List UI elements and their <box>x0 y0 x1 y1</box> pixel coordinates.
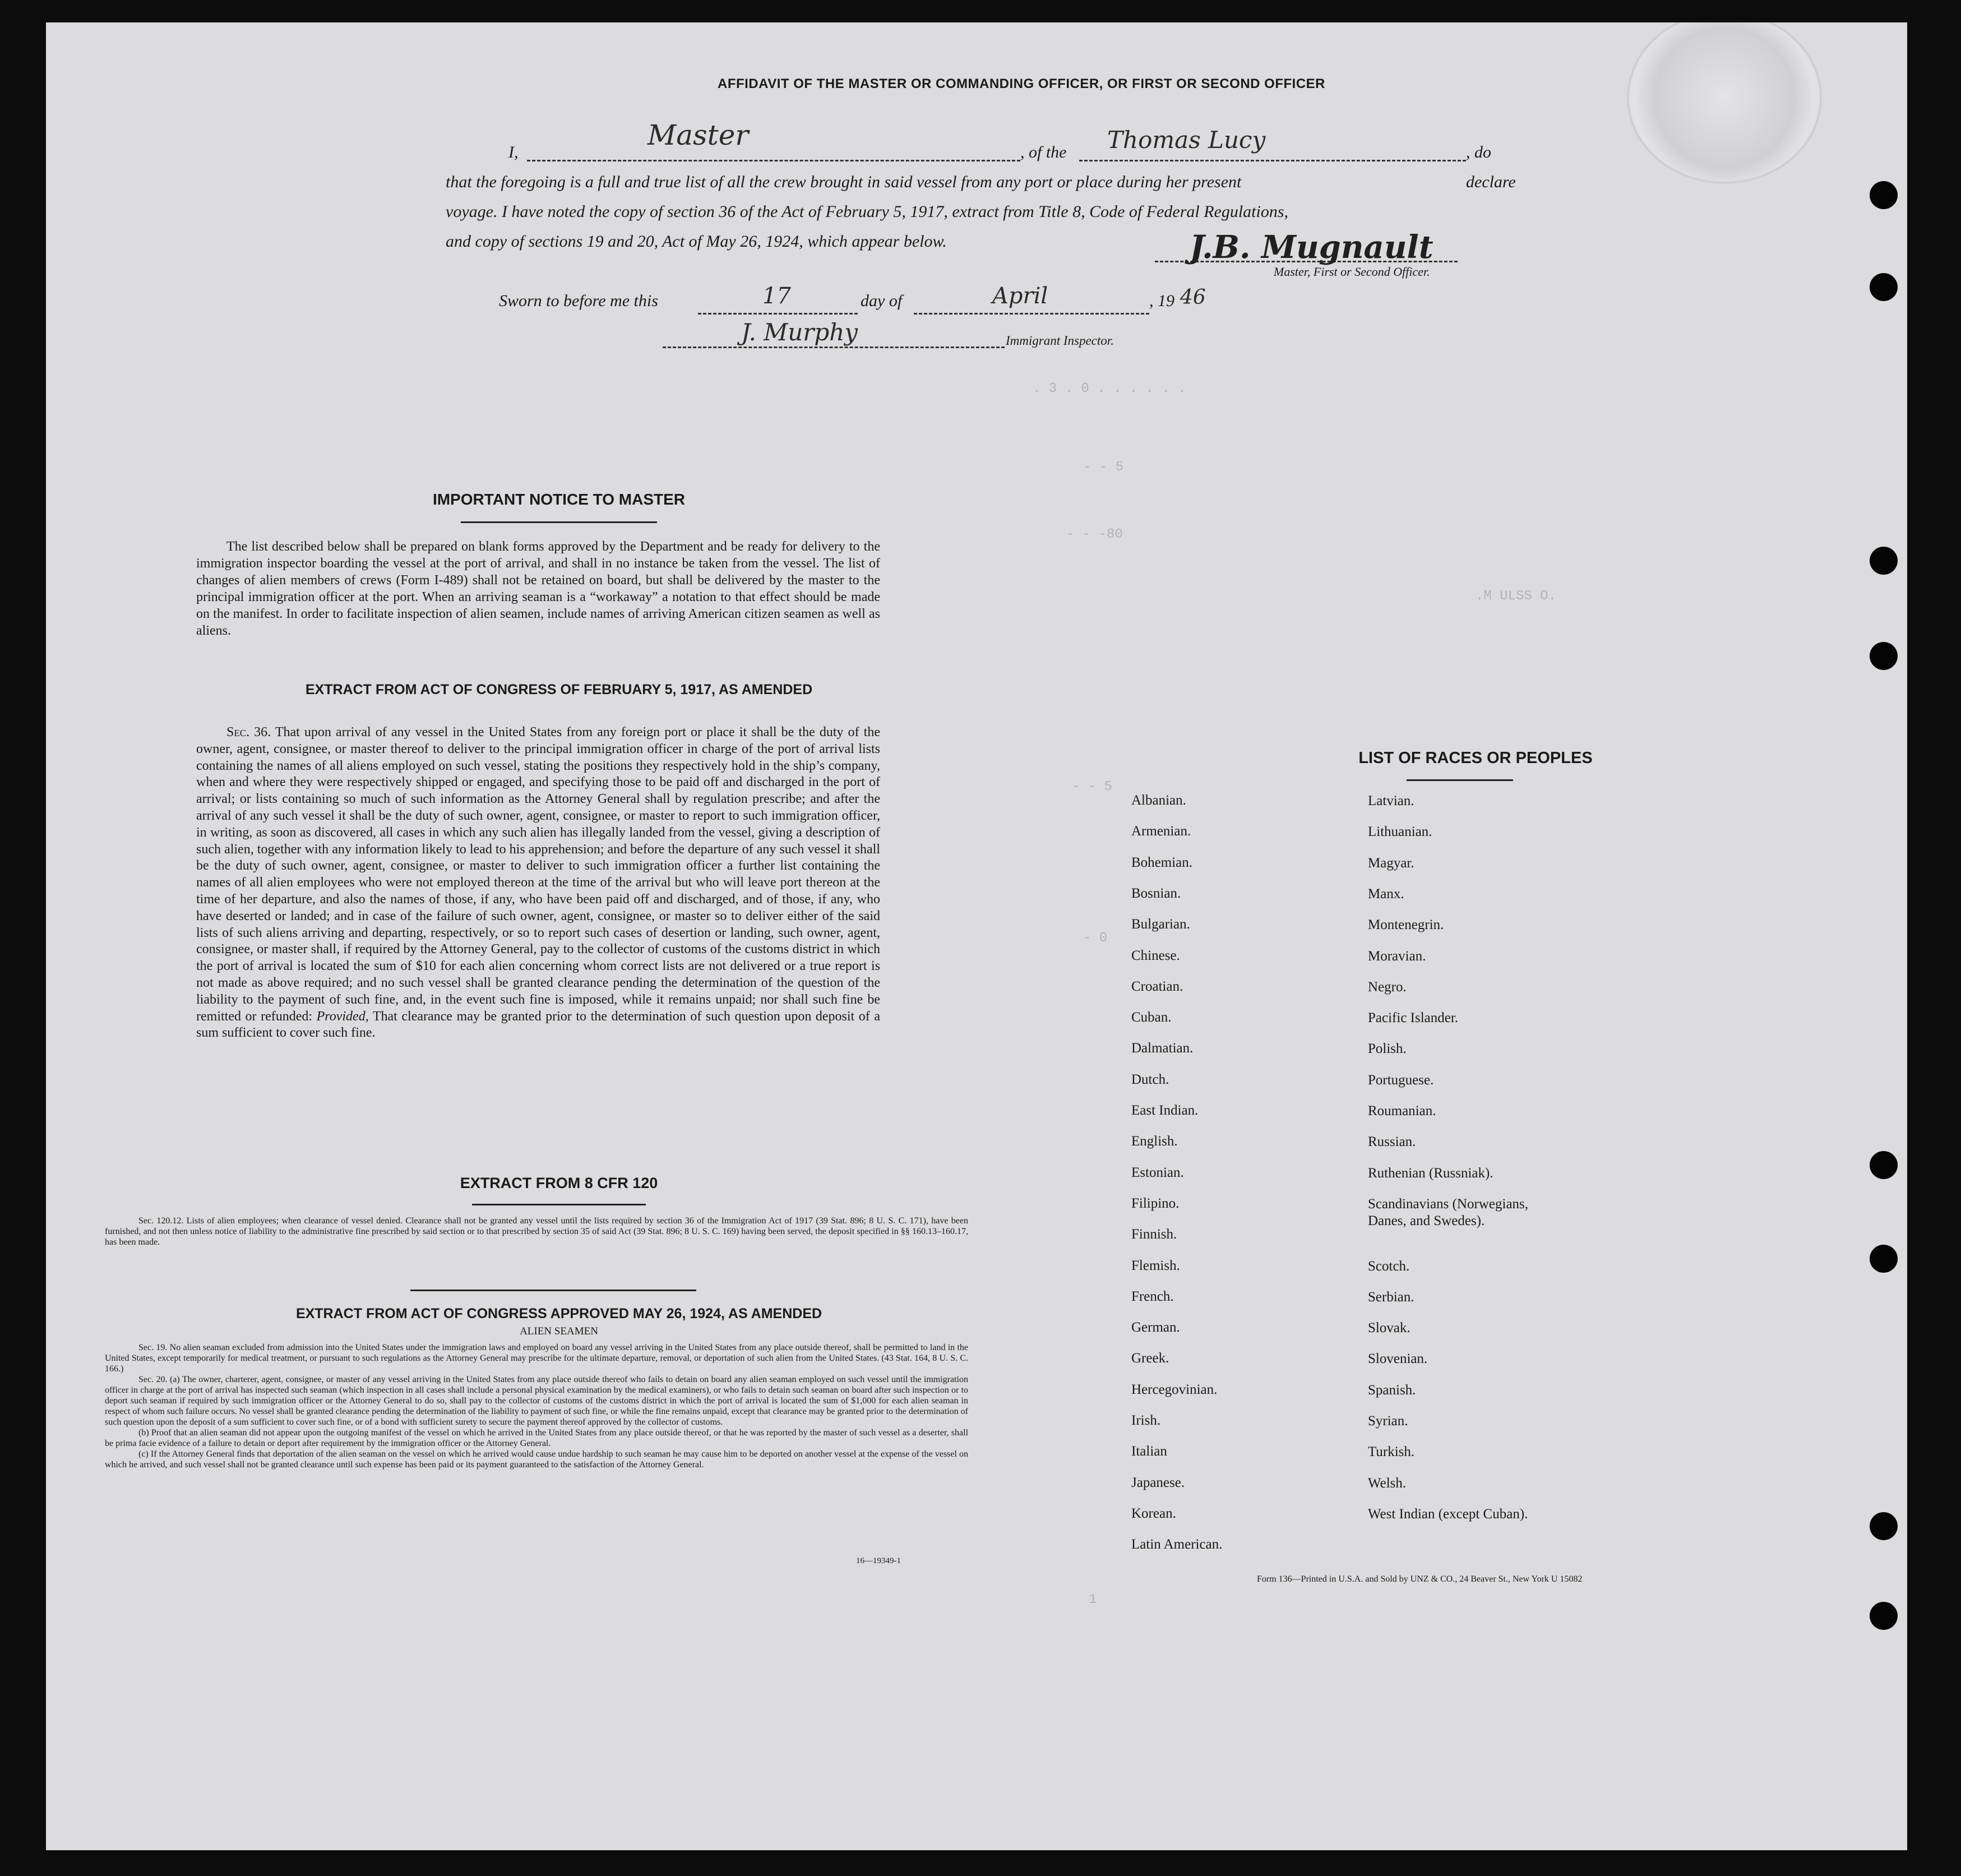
race-item: Scotch. <box>1368 1258 1410 1274</box>
binder-hole <box>1870 1151 1898 1179</box>
sec20b-text: (b) Proof that an alien seaman did not appear upon the outgoing manifest of the vessel on which he arrived in the United States from any place outside thereof, or that he was reported by the master of such vessel as a deserter, shall be prima facie evidence of a failure to detain or deport after requirement by the immigration officer or the Attorney General. <box>105 1428 968 1448</box>
provided-word: Provided, <box>316 1009 369 1024</box>
race-item: Russian. <box>1368 1134 1416 1150</box>
divider <box>472 1204 646 1205</box>
race-item: Polish. <box>1368 1041 1407 1057</box>
master-field[interactable] <box>527 160 1020 161</box>
of-the-label: , of the <box>1020 143 1067 161</box>
sec36-label: Sec. 36. <box>226 725 271 740</box>
month-field[interactable] <box>914 313 1149 315</box>
race-item: Portuguese. <box>1368 1072 1434 1088</box>
race-item: Moravian. <box>1368 948 1426 964</box>
signature-value: J.B. Mugnault <box>1190 229 1433 266</box>
race-item: Turkish. <box>1368 1444 1415 1460</box>
binder-hole <box>1870 273 1898 301</box>
race-item: Lithuanian. <box>1368 824 1432 840</box>
declare-label: , do declare <box>1466 143 1516 191</box>
race-item: Japanese. <box>1131 1475 1185 1490</box>
embossed-seal <box>1627 22 1822 184</box>
race-item: Serbian. <box>1368 1289 1414 1305</box>
race-item: Scandinavians (Norwegians, Danes, and Swedes). <box>1368 1196 1529 1228</box>
extract-1924-heading: EXTRACT FROM ACT OF CONGRESS APPROVED MAY 26, 1924, AS AMENDED <box>295 1306 822 1321</box>
race-item: Negro. <box>1368 979 1407 995</box>
binder-hole <box>1870 1602 1898 1630</box>
race-item: Chinese. <box>1131 948 1180 963</box>
bleed-through-marks: 1 <box>1089 1592 1097 1607</box>
race-item: Albanian. <box>1131 793 1186 808</box>
sec36-text-a: That upon arrival of any vessel in the United States from any foreign port or place it shall be the duty of the owner, agent, consignee, or master thereof to deliver to the principal immigration officer in charge of the port of arrival lists containing the names of all aliens employed on such vessel, stating the positions they respectively hold in the ship’s company, when and where they were respectively shipped or engaged, and specifying those to be paid off and discharged in the port of arrival; or lists containing so much of such information as the Attorney General shall by regulation prescribe; and after the arrival of any such vessel it shall be the duty of such owner, agent, consignee, or master to report to such immigration officer, in writing, as soon as discovered, all cases in which any such alien has illegally landed from the vessel, giving a description of such alien, together with any information likely to lead to his apprehension; and before the departure of any such vessel it shall be the duty of such owner, agent, consignee, or master to deliver to such immigration officer a further list containing the names of all alien employees who were not employed thereon at the time of the arrival but who will leave port thereon at the time of her departure, and also the names of those, if any, who have been paid off and discharged, and of those, if any, who have deserted or landed; and in case of the failure of such owner, agent, consignee, or master so to deliver either of the said lists of such aliens arriving and departing, respectively, or so to report such cases of desertion or landing, such owner, agent, consignee, or master shall, if required by the Attorney General, pay to the collector of customs of the customs district in which the port of arrival is located the sum of $10 for each alien concerning whom correct lists are not delivered or a true report is not made as above required; and no such vessel shall be granted clearance pending the determination of the question of the liability to the payment of such fine, and, in the event such fine is imposed, while it remains unpaid; nor shall such fine be remitted or refunded: <box>196 725 880 1024</box>
day-value: 17 <box>762 283 791 309</box>
bleed-through-marks: .M ULSS O. <box>1476 589 1557 604</box>
master-value: Master <box>647 119 749 151</box>
notice-heading: IMPORTANT NOTICE TO MASTER <box>432 491 686 508</box>
race-item: Ruthenian (Russniak). <box>1368 1165 1493 1181</box>
inspector-caption: Immigrant Inspector. <box>1006 334 1114 348</box>
affidavit-body-line: that the foregoing is a full and true list of all the crew brought in said vessel from any port or place during her present <box>446 173 1242 191</box>
year-value: 46 <box>1180 286 1206 309</box>
sec36-text-b: That clearance may be granted prior to the determination of such question upon deposit of a sum sufficient to cover such fine. <box>196 1009 880 1041</box>
race-item: Bohemian. <box>1131 854 1193 870</box>
sworn-line <box>499 283 1284 320</box>
bleed-through-marks: - - 5 <box>1083 460 1124 475</box>
race-item: Manx. <box>1368 886 1404 902</box>
cfr-heading: EXTRACT FROM 8 CFR 120 <box>460 1175 658 1191</box>
print-code: 16—19349-1 <box>856 1556 901 1565</box>
cfr-body: Sec. 120.12. Lists of alien employees; when clearance of vessel denied. Clearance shall not be granted any vessel until the lists required by section 36 of the Immigration Act of 1917 (39 Stat. 896; 8 U. S. C. 171), have been furnished, and not then unless notice of liability to the administrative fine prescribed by said section or to that prescribed by section 35 of said Act (39 Stat. 896; 8 U. S. C. 169) having been served, the deposit specified in §§ 160.13–160.17, has been made. <box>105 1216 968 1247</box>
race-item: Italian <box>1131 1444 1167 1459</box>
sworn-label: Sworn to before me this <box>499 292 658 310</box>
month-value: April <box>992 283 1048 309</box>
form-imprint: Form 136—Printed in U.S.A. and Sold by UNZ & CO., 24 Beaver St., New York U 15082 <box>1257 1574 1583 1584</box>
race-item: Bulgarian. <box>1131 917 1190 932</box>
race-item: French. <box>1131 1288 1174 1304</box>
race-item: Latvian. <box>1368 793 1414 808</box>
race-item: English. <box>1131 1134 1178 1149</box>
race-item: Montenegrin. <box>1368 917 1444 933</box>
binder-hole <box>1870 547 1898 575</box>
race-item: Filipino. <box>1131 1195 1180 1211</box>
binder-hole <box>1870 1512 1898 1540</box>
binder-hole <box>1870 1245 1898 1273</box>
race-item: East Indian. <box>1131 1103 1199 1118</box>
bleed-through-marks: - 0 <box>1083 931 1108 946</box>
sec20c-text: (c) If the Attorney General finds that deportation of the alien seaman on the vessel on which he arrived would cause undue hardship to such seaman he may cause him to be deported on another vessel at the expense of the vessel on which he arrived, and such vessel shall not be granted clearance until such expense has been paid or its payment guaranteed to the satisfaction of the Attorney General. <box>105 1449 968 1470</box>
race-item: German. <box>1131 1320 1180 1336</box>
day-of-label: day of <box>861 292 903 310</box>
race-item: Irish. <box>1131 1413 1161 1428</box>
race-item: West Indian (except Cuban). <box>1368 1506 1528 1522</box>
races-heading: LIST OF RACES OR PEOPLES <box>1358 749 1593 767</box>
divider <box>1407 779 1513 781</box>
race-item: Roumanian. <box>1368 1103 1436 1119</box>
race-item: Dutch. <box>1131 1071 1169 1087</box>
year-prefix: , 19 <box>1149 292 1174 310</box>
race-item: Latin American. <box>1131 1537 1223 1552</box>
affidavit-body-line: voyage. I have noted the copy of section 36 of the Act of February 5, 1917, extract from Title 8, Code of Federal Regulations, <box>446 202 1289 221</box>
race-item: Flemish. <box>1131 1258 1180 1273</box>
extract-1917-heading: EXTRACT FROM ACT OF CONGRESS OF FEBRUARY 5, 1917, AS AMENDED <box>305 682 813 697</box>
race-item: Armenian. <box>1131 824 1191 839</box>
race-item: Slovak. <box>1368 1320 1410 1336</box>
race-item: Welsh. <box>1368 1475 1407 1491</box>
race-item: Magyar. <box>1368 855 1414 871</box>
race-item: Finnish. <box>1131 1227 1177 1242</box>
sec20a-text: Sec. 20. (a) The owner, charterer, agent, consignee, or master of any vessel arriving in the United States from any place outside thereof who fails to detain on board any alien seaman employed on such vessel until the immigration officer in charge at the port of arrival has inspected such seaman (which inspection in all cases shall include a personal physical examination by the medical examiners), or who fails to detain such seaman on board after such inspection or to deport such seaman if required by such immigration officer or the Attorney General to do so, shall pay to the collector of customs of the customs district in which the port of arrival is located the sum of $1,000 for each alien seaman in respect of whom such failure occurs. No vessel shall be granted clearance pending the determination of the liability to payment of such fine, or while the fine remains unpaid, except that clearance may be granted prior to the determination of such question upon the deposit of a sum sufficient to cover such fine, or of a bond with sufficient surety to secure the payment thereof approved by the collector of customs. <box>105 1375 968 1427</box>
bleed-through-marks: . 3 . 0 . . . . . . <box>1033 381 1186 396</box>
vessel-value: Thomas Lucy <box>1107 126 1266 154</box>
race-item: Croatian. <box>1131 978 1183 994</box>
inspector-value: J. Murphy <box>741 318 858 346</box>
race-item: Pacific Islander. <box>1368 1010 1459 1026</box>
race-item: Cuban. <box>1131 1010 1172 1025</box>
bleed-through-marks: - - 5 <box>1072 779 1113 794</box>
alien-seamen-subheading: ALIEN SEAMEN <box>520 1325 598 1337</box>
race-item: Estonian. <box>1131 1165 1184 1180</box>
affidavit-heading: AFFIDAVIT OF THE MASTER OR COMMANDING OFFICER, OR FIRST OR SECOND OFFICER <box>717 76 1326 91</box>
day-field[interactable] <box>698 313 858 315</box>
i-label: I, <box>508 143 519 161</box>
extract-1917-body <box>196 724 880 1042</box>
race-item: Slovenian. <box>1368 1351 1428 1367</box>
divider <box>461 521 657 523</box>
binder-hole <box>1870 642 1898 670</box>
binder-hole <box>1870 181 1898 209</box>
document-page <box>46 22 1907 1850</box>
signature-caption: Master, First or Second Officer. <box>1274 265 1430 279</box>
extract-1924-body <box>105 1342 968 1470</box>
inspector-field[interactable] <box>663 346 1005 348</box>
race-item: Hercegovinian. <box>1131 1381 1218 1397</box>
race-item: Bosnian. <box>1131 885 1181 901</box>
affidavit-body-line: and copy of sections 19 and 20, Act of May 26, 1924, which appear below. <box>446 232 947 251</box>
race-item: Dalmatian. <box>1131 1041 1194 1056</box>
sec19-text: Sec. 19. No alien seaman excluded from admission into the United States under the immigration laws and employed on board any vessel arriving in the United States from any place outside thereof, shall be permitted to land in the United States, except temporarily for medical treatment, or pursuant to such regulations as the Attorney General may prescribe for the ultimate departure, removal, or deportation of such alien from the United States. (43 Stat. 164, 8 U. S. C. 166.) <box>105 1343 968 1374</box>
race-item: Korean. <box>1131 1505 1176 1521</box>
race-item: Greek. <box>1131 1351 1169 1366</box>
notice-body: The list described below shall be prepared on blank forms approved by the Department and be ready for delivery to the immigration inspector boarding the vessel at the port of arrival, and shall in no instance be taken from the vessel. The list of changes of alien members of crews (Form I-489) shall not be retained on board, but shall be delivered by the master to the principal immigration officer at the port. When an arriving seaman is a “workaway” a notation to that effect should be made on the manifest. In order to facilitate inspection of alien seamen, include names of arriving American citizen seamen as well as aliens. <box>196 539 880 638</box>
divider <box>410 1290 696 1291</box>
bleed-through-marks: - - -80 <box>1066 527 1123 542</box>
race-item: Spanish. <box>1368 1382 1416 1398</box>
race-item: Syrian. <box>1368 1413 1408 1429</box>
vessel-field[interactable] <box>1079 160 1466 161</box>
